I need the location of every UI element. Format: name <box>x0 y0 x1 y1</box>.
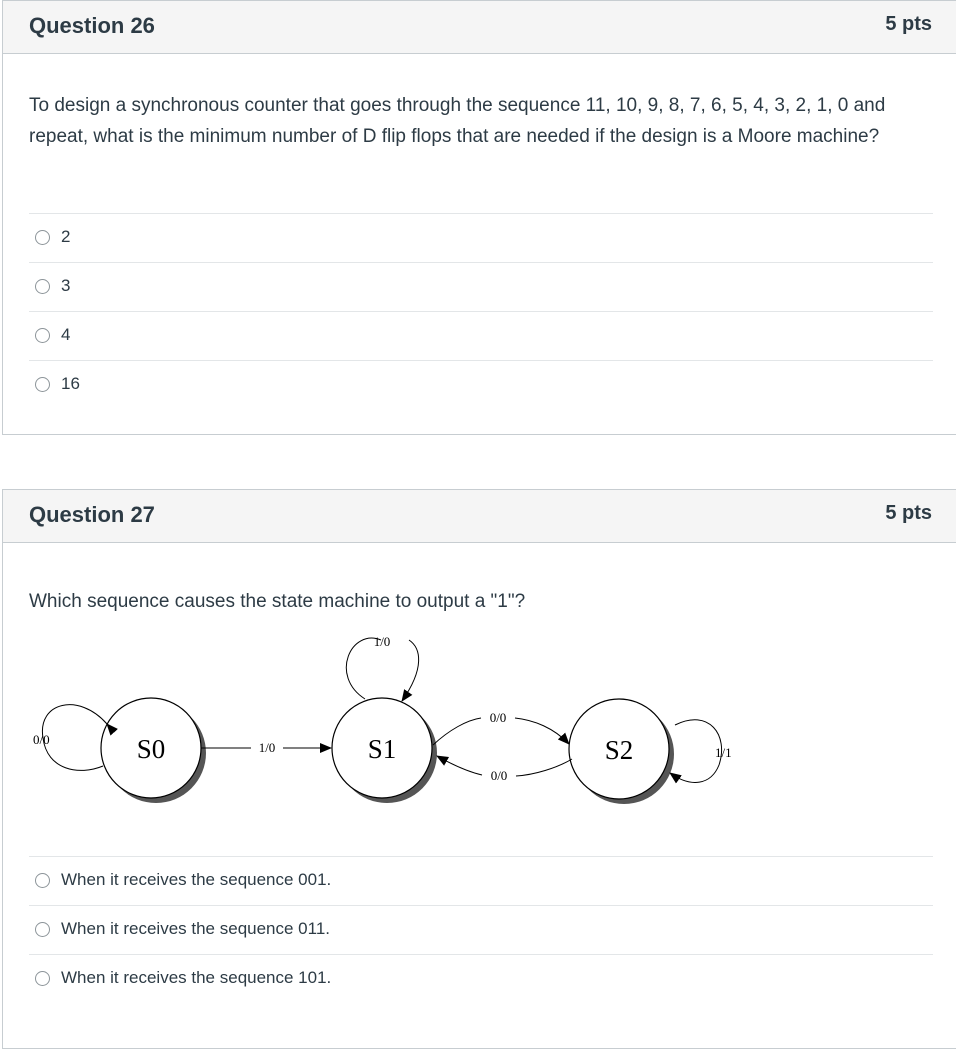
answer-label[interactable]: 16 <box>61 374 80 393</box>
answer-label[interactable]: When it receives the sequence 011. <box>61 919 331 938</box>
question-text: To design a synchronous counter that goes through the sequence 11, 10, 9, 8, 7, 6, 5, 4, 3, 2, 1, 0 and repeat, what is the minimum number of D flip flops that are needed if the design is a Moore machine? <box>29 95 886 147</box>
transition-label: 1/0 <box>258 740 276 755</box>
question-26 <box>2 0 956 435</box>
answer-radio[interactable] <box>35 279 50 294</box>
answer-list <box>29 213 933 409</box>
answer-radio[interactable] <box>35 971 50 986</box>
transition-line <box>433 718 481 745</box>
question-title: Question 26 <box>29 13 155 38</box>
state-s1 <box>332 698 437 803</box>
answer-option[interactable] <box>29 262 933 311</box>
transition-s0-self <box>42 705 107 771</box>
question-27 <box>2 489 956 1049</box>
answer-option[interactable] <box>29 360 933 409</box>
question-text: Which sequence causes the state machine to output a "1"? <box>29 591 526 612</box>
question-title: Question 27 <box>29 502 155 527</box>
answer-option[interactable] <box>29 213 933 262</box>
answer-option[interactable] <box>29 311 933 360</box>
answer-label[interactable]: 2 <box>61 227 71 246</box>
transition-label: 0/0 <box>490 768 508 783</box>
state-s2 <box>569 699 674 804</box>
question-points: 5 pts <box>885 502 932 524</box>
transition-label: 1/1 <box>715 745 732 760</box>
question-points: 5 pts <box>885 13 932 35</box>
answer-list <box>29 856 933 1003</box>
answer-option[interactable] <box>29 954 933 1003</box>
transition-line <box>516 759 572 776</box>
transition-s1-to-s2 <box>515 718 569 744</box>
answer-label[interactable]: When it receives the sequence 001. <box>61 870 332 889</box>
state-label: S1 <box>367 734 397 764</box>
state-s0 <box>101 698 206 803</box>
answer-label[interactable]: 3 <box>61 276 71 295</box>
state-label: S2 <box>604 735 634 765</box>
transition-s2-to-s1 <box>437 756 482 775</box>
state-label: S0 <box>136 734 166 764</box>
question-header <box>3 1 956 54</box>
answer-option[interactable] <box>29 856 933 905</box>
answer-radio[interactable] <box>35 328 50 343</box>
transition-label: 1/0 <box>373 634 391 649</box>
transition-s1-self <box>402 640 419 701</box>
answer-option[interactable] <box>29 905 933 954</box>
answer-radio[interactable] <box>35 377 50 392</box>
question-header <box>3 490 956 543</box>
transition-label: 0/0 <box>489 710 507 725</box>
answer-label[interactable]: 4 <box>61 325 71 344</box>
answer-label[interactable]: When it receives the sequence 101. <box>61 968 332 987</box>
answer-radio[interactable] <box>35 922 50 937</box>
transition-label: 0/0 <box>33 732 50 747</box>
state-machine-diagram <box>29 630 749 850</box>
answer-radio[interactable] <box>35 873 50 888</box>
answer-radio[interactable] <box>35 230 50 245</box>
transition-s2-self <box>670 720 722 783</box>
